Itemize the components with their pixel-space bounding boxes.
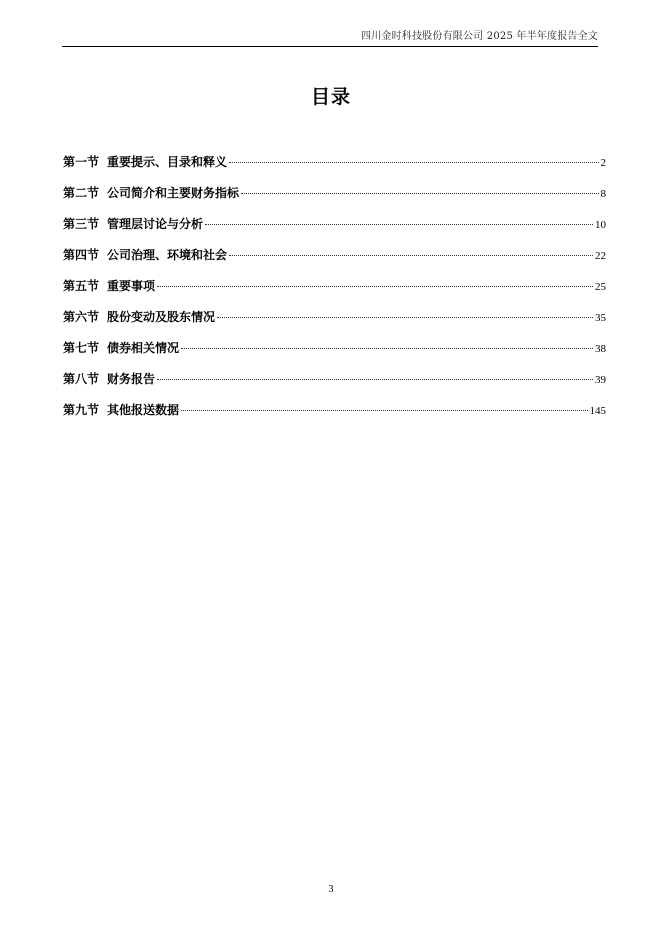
page-title: 目录 xyxy=(310,86,351,108)
toc-section-title: 管理层讨论与分析 xyxy=(107,217,204,231)
toc-section-number: 第一节 xyxy=(63,155,100,169)
toc-entry[interactable] xyxy=(63,401,606,432)
toc-section-title: 公司简介和主要财务指标 xyxy=(107,186,240,200)
toc-dot-leader xyxy=(229,162,598,163)
toc-dot-leader xyxy=(157,379,593,380)
toc-page-number: 22 xyxy=(595,250,606,262)
toc-page-number: 145 xyxy=(589,405,606,417)
toc-section-title: 其他报送数据 xyxy=(107,403,180,417)
toc-entry[interactable] xyxy=(63,153,606,184)
toc-dot-leader xyxy=(229,255,593,256)
toc-section-number: 第六节 xyxy=(63,310,100,324)
toc-entry[interactable] xyxy=(63,215,606,246)
toc-entry[interactable] xyxy=(63,339,606,370)
toc-section-title: 重要事项 xyxy=(107,279,156,293)
toc-dot-leader xyxy=(157,286,593,287)
toc-entry[interactable] xyxy=(63,277,606,308)
footer-page-number: 3 xyxy=(328,884,334,895)
toc-section-title: 股份变动及股东情况 xyxy=(107,310,216,324)
toc-section-title: 重要提示、目录和释义 xyxy=(107,155,228,169)
toc-section-title: 债券相关情况 xyxy=(107,341,180,355)
toc-section-title: 财务报告 xyxy=(107,372,156,386)
toc-section-number: 第八节 xyxy=(63,372,100,386)
running-header: 四川金时科技股份有限公司 2025 年半年度报告全文 xyxy=(62,30,598,47)
toc-section-number: 第九节 xyxy=(63,403,100,417)
toc-dot-leader xyxy=(181,348,593,349)
toc-dot-leader xyxy=(241,193,598,194)
toc-section-number: 第五节 xyxy=(63,279,100,293)
toc-section-number: 第三节 xyxy=(63,217,100,231)
toc-page-number: 39 xyxy=(595,374,606,386)
toc-entry[interactable] xyxy=(63,184,606,215)
toc-section-number: 第四节 xyxy=(63,248,100,262)
toc-page-number: 8 xyxy=(600,188,606,200)
toc-entry[interactable] xyxy=(63,246,606,277)
table-of-contents xyxy=(63,153,606,432)
toc-section-title: 公司治理、环境和社会 xyxy=(107,248,228,262)
toc-entry[interactable] xyxy=(63,308,606,339)
toc-dot-leader xyxy=(205,224,593,225)
toc-section-number: 第二节 xyxy=(63,186,100,200)
toc-page-number: 10 xyxy=(595,219,606,231)
toc-dot-leader xyxy=(217,317,593,318)
toc-dot-leader xyxy=(181,410,587,411)
toc-page-number: 38 xyxy=(595,343,606,355)
toc-entry[interactable] xyxy=(63,370,606,401)
toc-page-number: 35 xyxy=(595,312,606,324)
toc-page-number: 25 xyxy=(595,281,606,293)
toc-section-number: 第七节 xyxy=(63,341,100,355)
toc-page-number: 2 xyxy=(600,157,606,169)
